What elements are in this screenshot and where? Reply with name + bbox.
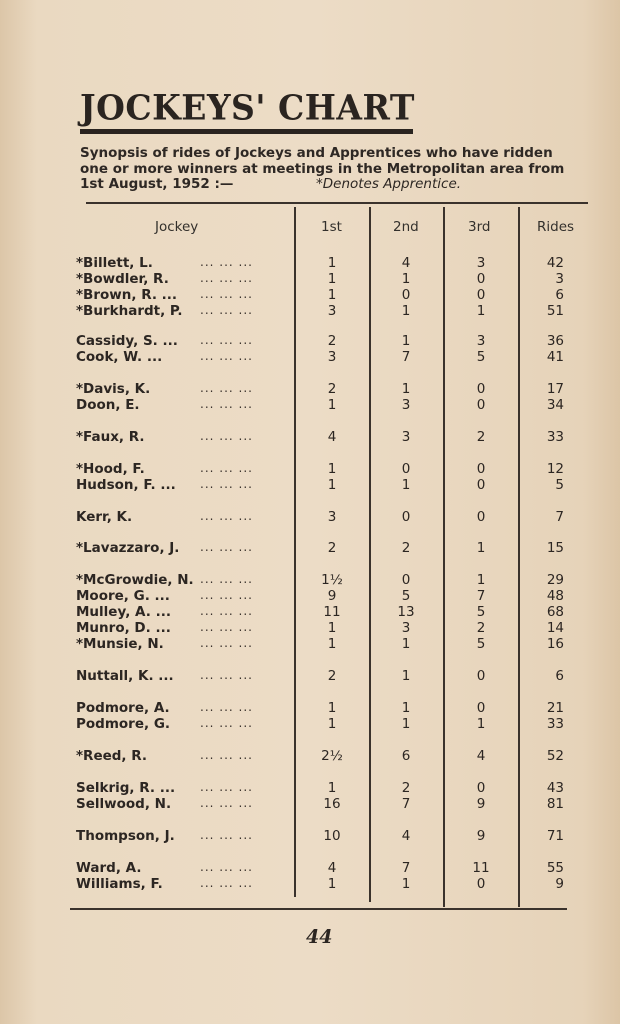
rides-count: 34 bbox=[546, 397, 564, 413]
jockey-name: Hudson, F. ... bbox=[76, 477, 176, 493]
rides-count: 81 bbox=[546, 796, 564, 812]
page-number: 44 bbox=[306, 926, 333, 948]
table-row bbox=[0, 620, 620, 636]
intro-line-2: one or more winners at meetings in the Metropolitan area from bbox=[80, 160, 565, 177]
jockey-name: Thompson, J. bbox=[76, 828, 175, 844]
first-places: 2 bbox=[327, 540, 337, 556]
intro-date: 1st August, 1952 :— bbox=[80, 176, 234, 192]
table-row bbox=[0, 668, 620, 684]
first-places: 11 bbox=[323, 604, 341, 620]
second-places: 13 bbox=[397, 604, 415, 620]
leader-dots: ... ... ... bbox=[200, 668, 253, 682]
second-places: 5 bbox=[401, 588, 411, 604]
leader-dots: ... ... ... bbox=[200, 876, 253, 890]
leader-dots: ... ... ... bbox=[200, 588, 253, 602]
first-places: 1 bbox=[327, 255, 337, 271]
rides-count: 55 bbox=[546, 860, 564, 876]
third-places: 3 bbox=[476, 333, 486, 349]
jockey-name: Sellwood, N. bbox=[76, 796, 172, 812]
rides-count: 17 bbox=[546, 381, 564, 397]
rides-count: 6 bbox=[555, 668, 564, 684]
rides-count: 33 bbox=[546, 429, 564, 445]
leader-dots: ... ... ... bbox=[200, 828, 253, 842]
jockey-name: Nuttall, K. ... bbox=[76, 668, 174, 684]
third-places: 0 bbox=[476, 780, 486, 796]
apprentice-note: *Denotes Apprentice. bbox=[316, 176, 462, 192]
rides-count: 51 bbox=[546, 303, 564, 319]
second-places: 6 bbox=[401, 748, 411, 764]
second-places: 0 bbox=[401, 287, 411, 303]
leader-dots: ... ... ... bbox=[200, 860, 253, 874]
second-places: 1 bbox=[401, 668, 411, 684]
table-row bbox=[0, 780, 620, 796]
third-places: 3 bbox=[476, 255, 486, 271]
table-row bbox=[0, 636, 620, 652]
table-row bbox=[0, 748, 620, 764]
rides-count: 36 bbox=[546, 333, 564, 349]
rides-count: 48 bbox=[546, 588, 564, 604]
third-places: 11 bbox=[472, 860, 490, 876]
leader-dots: ... ... ... bbox=[200, 429, 253, 443]
first-places: 1 bbox=[327, 477, 337, 493]
second-places: 1 bbox=[401, 876, 411, 892]
jockey-name: Selkrig, R. ... bbox=[76, 780, 176, 796]
first-places: 1 bbox=[327, 636, 337, 652]
third-places: 0 bbox=[476, 381, 486, 397]
header-rides: Rides bbox=[537, 219, 575, 235]
first-places: 4 bbox=[327, 860, 337, 876]
header-third: 3rd bbox=[468, 219, 491, 235]
rides-count: 52 bbox=[546, 748, 564, 764]
third-places: 5 bbox=[476, 604, 486, 620]
jockey-name: Podmore, G. bbox=[76, 716, 171, 732]
leader-dots: ... ... ... bbox=[200, 540, 253, 554]
first-places: 1 bbox=[327, 287, 337, 303]
first-places: 16 bbox=[323, 796, 341, 812]
jockey-name: Mulley, A. ... bbox=[76, 604, 171, 620]
third-places: 0 bbox=[476, 461, 486, 477]
leader-dots: ... ... ... bbox=[200, 349, 253, 363]
jockey-name: Cook, W. ... bbox=[76, 349, 163, 365]
page-title: JOCKEYS' CHART bbox=[80, 87, 415, 128]
third-places: 9 bbox=[476, 828, 486, 844]
third-places: 4 bbox=[476, 748, 486, 764]
second-places: 1 bbox=[401, 303, 411, 319]
title-underline bbox=[80, 129, 413, 134]
jockey-name: *Burkhardt, P. bbox=[76, 303, 183, 319]
leader-dots: ... ... ... bbox=[200, 333, 253, 347]
leader-dots: ... ... ... bbox=[200, 397, 253, 411]
third-places: 1 bbox=[476, 303, 486, 319]
second-places: 1 bbox=[401, 700, 411, 716]
third-places: 0 bbox=[476, 876, 486, 892]
jockey-name: *Davis, K. bbox=[76, 381, 151, 397]
table-row bbox=[0, 828, 620, 844]
first-places: 2 bbox=[327, 333, 337, 349]
first-places: 1 bbox=[327, 271, 337, 287]
first-places: 2½ bbox=[321, 748, 343, 764]
leader-dots: ... ... ... bbox=[200, 572, 253, 586]
leader-dots: ... ... ... bbox=[200, 780, 253, 794]
rides-count: 29 bbox=[546, 572, 564, 588]
table-row bbox=[0, 461, 620, 477]
second-places: 2 bbox=[401, 780, 411, 796]
first-places: 1 bbox=[327, 620, 337, 636]
third-places: 2 bbox=[476, 429, 486, 445]
first-places: 2 bbox=[327, 381, 337, 397]
second-places: 1 bbox=[401, 333, 411, 349]
second-places: 7 bbox=[401, 860, 411, 876]
leader-dots: ... ... ... bbox=[200, 509, 253, 523]
table-row bbox=[0, 333, 620, 349]
table-row bbox=[0, 572, 620, 588]
third-places: 0 bbox=[476, 668, 486, 684]
header-jockey: Jockey bbox=[155, 219, 199, 235]
first-places: 3 bbox=[327, 303, 337, 319]
jockey-name: *Brown, R. ... bbox=[76, 287, 178, 303]
jockey-name: *Hood, F. bbox=[76, 461, 145, 477]
first-places: 3 bbox=[327, 509, 337, 525]
first-places: 9 bbox=[327, 588, 337, 604]
second-places: 7 bbox=[401, 796, 411, 812]
first-places: 1 bbox=[327, 876, 337, 892]
first-places: 1 bbox=[327, 716, 337, 732]
table-row bbox=[0, 349, 620, 365]
rides-count: 68 bbox=[546, 604, 564, 620]
first-places: 1 bbox=[327, 397, 337, 413]
table-row bbox=[0, 509, 620, 525]
third-places: 5 bbox=[476, 349, 486, 365]
third-places: 2 bbox=[476, 620, 486, 636]
table-row bbox=[0, 287, 620, 303]
intro-text bbox=[80, 146, 596, 193]
table-row bbox=[0, 876, 620, 892]
table-row bbox=[0, 540, 620, 556]
third-places: 5 bbox=[476, 636, 486, 652]
jockey-name: *Bowdler, R. bbox=[76, 271, 169, 287]
jockey-name: Williams, F. bbox=[76, 876, 163, 892]
third-places: 1 bbox=[476, 540, 486, 556]
leader-dots: ... ... ... bbox=[200, 381, 253, 395]
rides-count: 5 bbox=[555, 477, 564, 493]
table-row bbox=[0, 700, 620, 716]
first-places: 3 bbox=[327, 349, 337, 365]
rides-count: 9 bbox=[555, 876, 564, 892]
jockey-name: Doon, E. bbox=[76, 397, 140, 413]
table-top-rule bbox=[86, 202, 588, 204]
second-places: 3 bbox=[401, 620, 411, 636]
table-row bbox=[0, 429, 620, 445]
third-places: 9 bbox=[476, 796, 486, 812]
first-places: 1 bbox=[327, 780, 337, 796]
second-places: 1 bbox=[401, 636, 411, 652]
table-row bbox=[0, 477, 620, 493]
second-places: 4 bbox=[401, 828, 411, 844]
rides-count: 6 bbox=[555, 287, 564, 303]
leader-dots: ... ... ... bbox=[200, 287, 253, 301]
first-places: 2 bbox=[327, 668, 337, 684]
jockey-name: *Lavazzaro, J. bbox=[76, 540, 180, 556]
rides-count: 15 bbox=[546, 540, 564, 556]
jockey-name: Kerr, K. bbox=[76, 509, 133, 525]
table-row bbox=[0, 796, 620, 812]
second-places: 0 bbox=[401, 572, 411, 588]
jockey-name: Moore, G. ... bbox=[76, 588, 170, 604]
table-bottom-rule bbox=[70, 908, 567, 910]
jockey-name: *Munsie, N. bbox=[76, 636, 164, 652]
jockey-name: *Billett, L. bbox=[76, 255, 153, 271]
rides-count: 7 bbox=[555, 509, 564, 525]
rides-count: 71 bbox=[546, 828, 564, 844]
leader-dots: ... ... ... bbox=[200, 620, 253, 634]
leader-dots: ... ... ... bbox=[200, 461, 253, 475]
third-places: 0 bbox=[476, 477, 486, 493]
third-places: 0 bbox=[476, 397, 486, 413]
second-places: 3 bbox=[401, 397, 411, 413]
header-first: 1st bbox=[321, 219, 342, 235]
leader-dots: ... ... ... bbox=[200, 271, 253, 285]
first-places: 1½ bbox=[321, 572, 343, 588]
jockey-name: Ward, A. bbox=[76, 860, 142, 876]
rides-count: 41 bbox=[546, 349, 564, 365]
table-row bbox=[0, 716, 620, 732]
jockey-name: *Reed, R. bbox=[76, 748, 148, 764]
table-row bbox=[0, 381, 620, 397]
third-places: 0 bbox=[476, 287, 486, 303]
third-places: 0 bbox=[476, 700, 486, 716]
second-places: 1 bbox=[401, 381, 411, 397]
rides-count: 33 bbox=[546, 716, 564, 732]
rides-count: 16 bbox=[546, 636, 564, 652]
leader-dots: ... ... ... bbox=[200, 700, 253, 714]
leader-dots: ... ... ... bbox=[200, 477, 253, 491]
first-places: 4 bbox=[327, 429, 337, 445]
second-places: 3 bbox=[401, 429, 411, 445]
table-row bbox=[0, 271, 620, 287]
table-row bbox=[0, 397, 620, 413]
table-row bbox=[0, 255, 620, 271]
jockey-name: *Faux, R. bbox=[76, 429, 145, 445]
table-row bbox=[0, 604, 620, 620]
first-places: 10 bbox=[323, 828, 341, 844]
header-second: 2nd bbox=[393, 219, 419, 235]
jockey-name: Cassidy, S. ... bbox=[76, 333, 178, 349]
third-places: 7 bbox=[476, 588, 486, 604]
table-row bbox=[0, 303, 620, 319]
second-places: 1 bbox=[401, 716, 411, 732]
leader-dots: ... ... ... bbox=[200, 716, 253, 730]
table-row bbox=[0, 588, 620, 604]
second-places: 0 bbox=[401, 509, 411, 525]
leader-dots: ... ... ... bbox=[200, 255, 253, 269]
jockey-name: Munro, D. ... bbox=[76, 620, 171, 636]
third-places: 0 bbox=[476, 271, 486, 287]
leader-dots: ... ... ... bbox=[200, 748, 253, 762]
third-places: 1 bbox=[476, 572, 486, 588]
second-places: 0 bbox=[401, 461, 411, 477]
second-places: 1 bbox=[401, 271, 411, 287]
leader-dots: ... ... ... bbox=[200, 796, 253, 810]
second-places: 2 bbox=[401, 540, 411, 556]
leader-dots: ... ... ... bbox=[200, 604, 253, 618]
intro-line-1: Synopsis of rides of Jockeys and Apprentices who have ridden bbox=[80, 145, 553, 161]
rides-count: 14 bbox=[546, 620, 564, 636]
second-places: 7 bbox=[401, 349, 411, 365]
third-places: 1 bbox=[476, 716, 486, 732]
rides-count: 12 bbox=[546, 461, 564, 477]
rides-count: 3 bbox=[555, 271, 564, 287]
second-places: 4 bbox=[401, 255, 411, 271]
rides-count: 43 bbox=[546, 780, 564, 796]
first-places: 1 bbox=[327, 700, 337, 716]
first-places: 1 bbox=[327, 461, 337, 477]
rides-count: 42 bbox=[546, 255, 564, 271]
second-places: 1 bbox=[401, 477, 411, 493]
third-places: 0 bbox=[476, 509, 486, 525]
rides-count: 21 bbox=[546, 700, 564, 716]
jockey-name: *McGrowdie, N. bbox=[76, 572, 194, 588]
jockey-name: Podmore, A. bbox=[76, 700, 170, 716]
table-row bbox=[0, 860, 620, 876]
leader-dots: ... ... ... bbox=[200, 636, 253, 650]
leader-dots: ... ... ... bbox=[200, 303, 253, 317]
